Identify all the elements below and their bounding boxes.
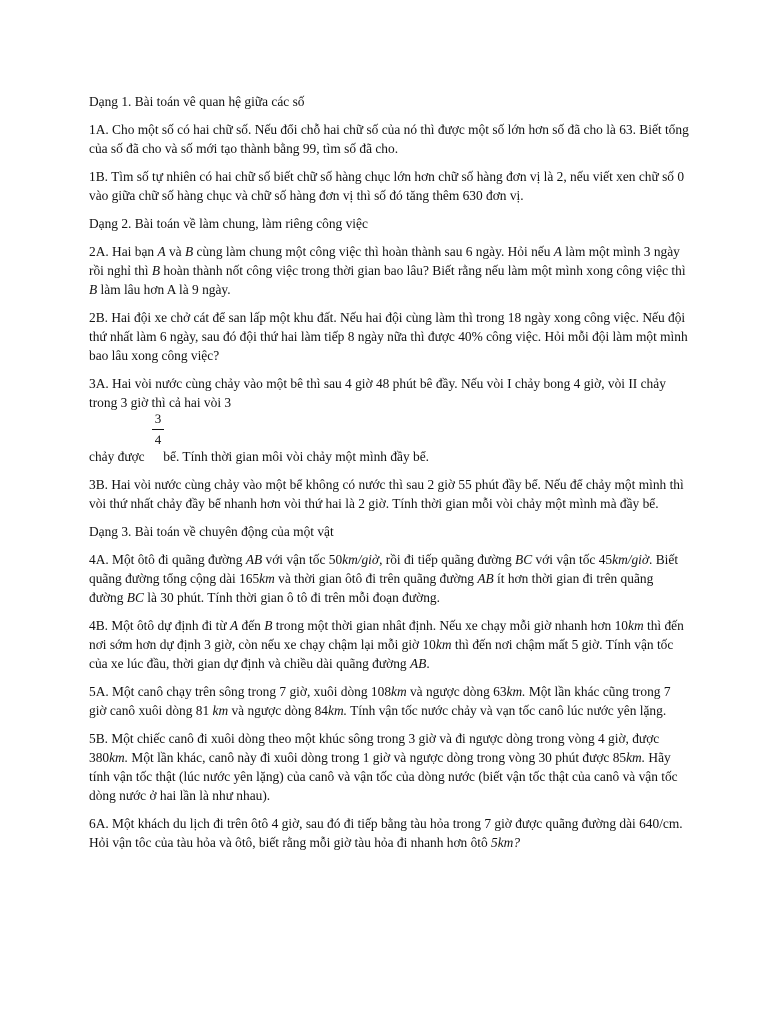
var-b: B <box>151 263 161 278</box>
unit: km/giờ <box>342 552 380 567</box>
text: 4B. Một ôtô dự định đi từ <box>89 618 230 633</box>
text: . <box>426 656 430 671</box>
text: là 30 phút. Tính thời gian ô tô đi trên mỗi đoạn đường. <box>143 590 440 605</box>
fraction-denominator: 4 <box>154 432 162 447</box>
unit: km. <box>626 750 646 765</box>
unit: km. <box>328 703 347 718</box>
text: làm lâu hơn A là 9 ngày. <box>97 282 231 297</box>
section-heading-2: Dạng 2. Bài toán về làm chung, làm riêng công việc <box>89 216 368 231</box>
var-b: B <box>264 618 273 633</box>
text: ít hơn thời gian đi trên quãng đường <box>89 571 654 605</box>
problem-1a: 1A. Cho một số có hai chữ số. Nếu đổi chỗ hai chữ số của nó thì được một số lớn hơn số đã cho là 63. Biết tổng của số đã cho và số mới tạo thành bằng 99, tìm số đã cho. <box>89 122 689 156</box>
unit: km <box>435 637 452 652</box>
document-page <box>89 92 689 861</box>
text: chảy được <box>89 449 148 464</box>
problem-1b: 1B. Tìm số tự nhiên có hai chữ số biết chữ số hàng chục lớn hơn chữ số hàng đơn vị là 2, nếu viết xen chữ số 0 vào giữa chữ số hàng chục và chữ số hàng đơn vị thì số đó tăng thêm 630 đơn vị. <box>89 169 685 203</box>
text: 6A. Một khách du lịch đi trên ôtô 4 giờ, sau đó đi tiếp bằng tàu hỏa trong 7 giờ được quãng đường dài 640/cm. Hỏi vận tôc của tàu hỏa và ôtô, biết rằng mỗi giờ tàu hỏa đi nhanh hơn ôtô <box>89 816 683 850</box>
text: 5A. Một canô chạy trên sông trong 7 giờ, xuôi dòng 108 <box>89 684 392 699</box>
var-ab: AB <box>477 571 494 586</box>
problem-5b <box>89 729 689 805</box>
var-a: A <box>230 618 239 633</box>
fraction-bar <box>152 429 164 430</box>
problem-3a-cont <box>89 411 689 466</box>
var-a: A <box>157 244 166 259</box>
var-b: B <box>184 244 194 259</box>
text: cùng làm chung một công việc thì hoàn thành sau 6 ngày. Hỏi nếu <box>193 244 554 259</box>
text: . Biết quãng đường tổng cộng dài 165 <box>89 552 679 586</box>
unit: km <box>259 571 275 586</box>
text: với vận tốc 50 <box>262 552 343 567</box>
text: làm một mình 3 ngày rồi nghỉ thì <box>89 244 680 278</box>
text: 2A. Hai bạn <box>89 244 158 259</box>
var-bc: BC <box>126 590 144 605</box>
problem-2b: 2B. Hai đội xe chở cát để san lấp một khu đất. Nếu hai đội cùng làm thì trong 18 ngày xong công việc. Nếu đội thứ nhất làm 6 ngày, sau đó đội thứ hai làm tiếp 8 ngày nữa thì được 40% công việc. Hỏi mỗi đội làm một mình bao lâu xong công việc? <box>89 310 688 363</box>
problem-4a <box>89 550 689 607</box>
text: và ngược dòng 84 <box>228 703 328 718</box>
unit: km <box>628 618 644 633</box>
problem-6a <box>89 814 689 852</box>
text: Tính vận tốc nước chảy và vạn tốc canô lúc nước yên lặng. <box>346 703 667 718</box>
problem-5a <box>89 682 689 720</box>
text: thì đến nơi chậm mất 5 giờ. Tính vận tốc của xe lúc đầu, thời gian dự định và chiều dài quãng đường <box>89 637 674 671</box>
var-b: B <box>89 282 98 297</box>
fraction-numerator: 3 <box>154 411 162 426</box>
text: đến <box>238 618 265 633</box>
unit: km <box>391 684 407 699</box>
problem-3a-intro: 3A. Hai vòi nước cùng chảy vào một bê thì sau 4 giờ 48 phút bê đầy. Nếu vòi I chảy bong 4 giờ, vòi II chảy trong 3 giờ thì cả hai vòi 3 <box>89 376 666 410</box>
var-ab: AB <box>409 656 427 671</box>
var-a: A <box>553 244 562 259</box>
var-bc: BC <box>515 552 533 567</box>
unit: 5km? <box>491 835 521 850</box>
section-heading-3: Dạng 3. Bài toán về chuyên động của một vật <box>89 524 334 539</box>
text: Hãy tính vận tốc thật (lúc nước yên lặng) của canô và vận tốc của dòng nước (biết vận tốc thật của canô và vận tốc dòng nước ở hai lần là như nhau). <box>89 750 678 803</box>
text: , rồi đi tiếp quãng đường <box>379 552 516 567</box>
unit: km. <box>109 750 129 765</box>
unit: km/giờ <box>612 552 650 567</box>
text: và ngược dòng 63 <box>406 684 507 699</box>
var-ab: AB <box>245 552 263 567</box>
text: Một lần khác cũng trong 7 giờ canô xuôi dòng 81 <box>89 684 671 718</box>
problem-2a <box>89 242 689 299</box>
text: và <box>165 244 185 259</box>
text: trong một thời gian nhât định. Nếu xe chạy mỗi giờ nhanh hơn 10 <box>272 618 628 633</box>
text: thì đến nơi sớm hơn dự định 3 giờ, còn nếu xe chạy chậm lại mỗi giờ 10 <box>89 618 684 652</box>
problem-3b: 3B. Hai vòi nước cùng chảy vào một bể không có nước thì sau 2 giờ 55 phút đầy bể. Nếu để chảy một mình thì vòi thứ nhất chảy đầy bể nhanh hơn vòi thứ hai là 2 giờ. Tính thời gian mỗi vòi chảy một mình mà đầy bể. <box>89 477 684 511</box>
unit: km <box>212 703 229 718</box>
text: 5B. Một chiếc canô đi xuôi dòng theo một khúc sông trong 3 giờ và đi ngược dòng trong vòng 4 giờ, được 380 <box>89 731 660 765</box>
fraction <box>152 411 164 448</box>
text: 4A. Một ôtô đi quãng đường <box>89 552 246 567</box>
text: hoàn thành nốt công việc trong thời gian bao lâu? Biết rằng nếu làm một mình xong công việc thì <box>160 263 686 278</box>
text: và thời gian ôtô đi trên quãng đường <box>274 571 478 586</box>
problem-4b <box>89 616 689 673</box>
unit: km. <box>506 684 526 699</box>
text: Một lần khác, canô này đi xuôi dòng trong 1 giờ và ngược dòng trong vòng 30 phút được 85 <box>128 750 627 765</box>
text: với vận tốc 45 <box>532 552 613 567</box>
text: bể. Tính thời gian môi vòi chảy một mình đầy bể. <box>159 449 429 464</box>
section-heading-1: Dạng 1. Bài toán vê quan hệ giữa các số <box>89 94 305 109</box>
